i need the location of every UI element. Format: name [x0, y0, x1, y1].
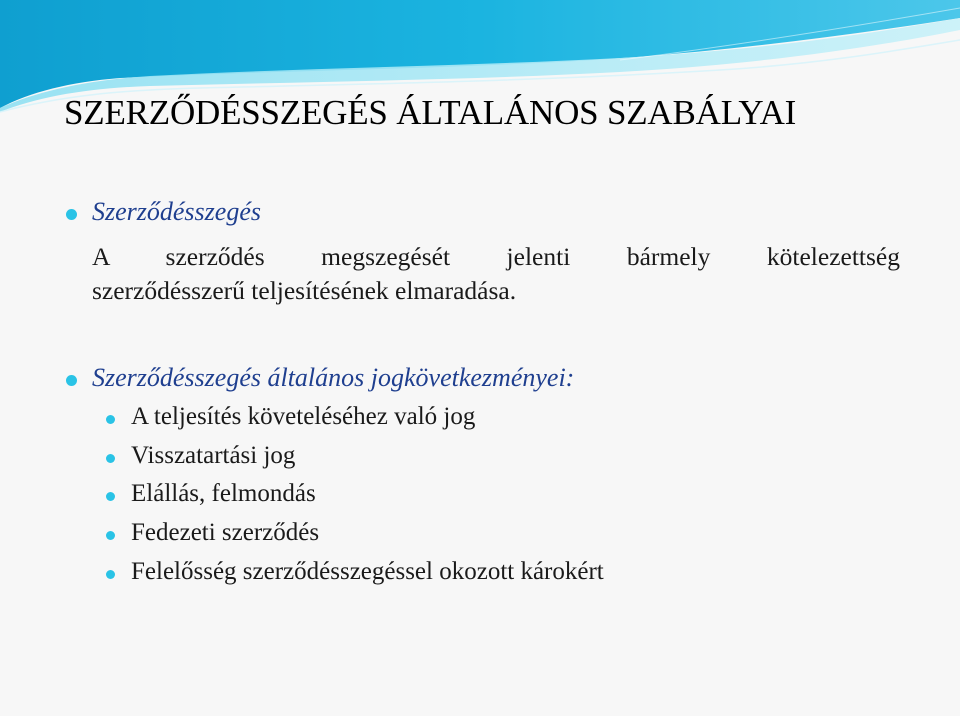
slide-title: SZERZŐDÉSSZEGÉS ÁLTALÁNOS SZABÁLYAI — [64, 93, 797, 132]
sub-bullet-icon — [106, 531, 115, 540]
sub-bullet-icon — [106, 570, 115, 579]
consequence-item: Fedezeti szerződés — [131, 519, 320, 546]
consequence-item: A teljesítés követeléséhez való jog — [131, 403, 476, 430]
section-heading-consequences: Szerződésszegés általános jogkövetkezményei: — [92, 363, 575, 392]
definition-line-2: szerződésszerű teljesítésének elmaradása. — [92, 276, 517, 305]
sub-bullet-icon — [106, 415, 115, 424]
sub-bullet-icon — [106, 492, 115, 501]
bullet-icon — [66, 209, 77, 220]
definition-line-1: A szerződés megszegését jelenti bármely kötelezettség — [92, 242, 900, 271]
consequence-item: Felelősség szerződésszegéssel okozott károkért — [131, 558, 604, 585]
sub-bullet-icon — [106, 454, 115, 463]
bullet-icon — [66, 375, 77, 386]
consequence-item: Visszatartási jog — [131, 442, 296, 469]
section-heading-breach: Szerződésszegés — [92, 197, 261, 226]
consequence-item: Elállás, felmondás — [131, 480, 316, 507]
